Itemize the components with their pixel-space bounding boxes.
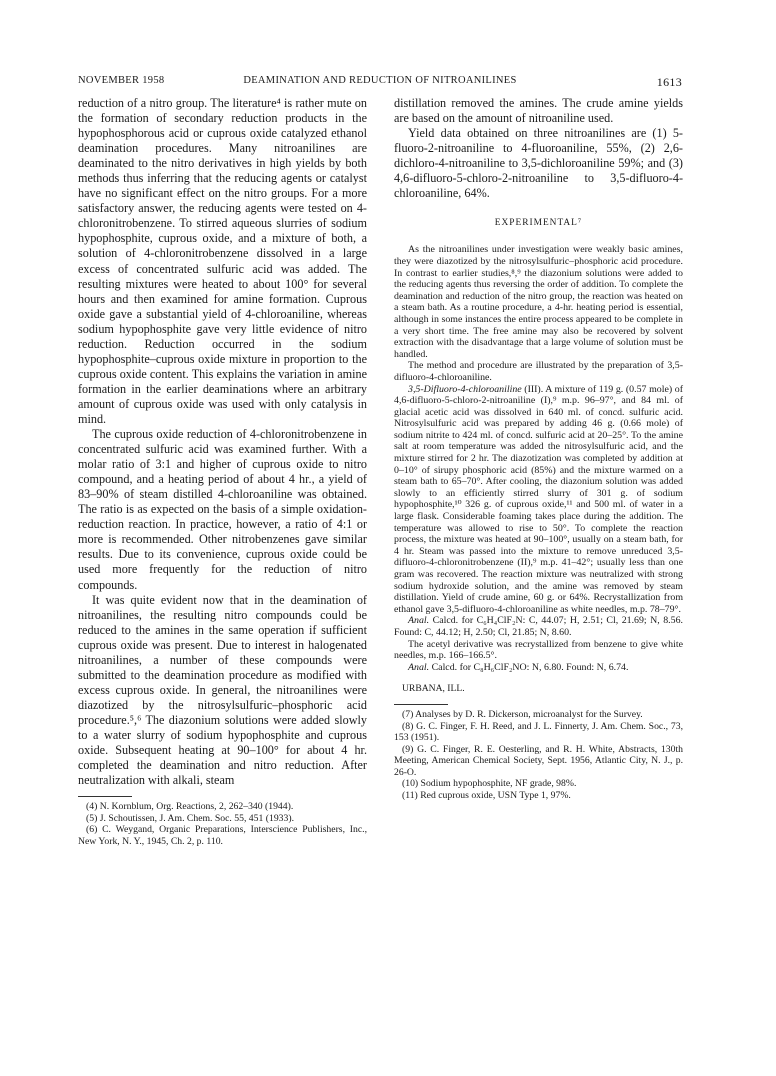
analysis-text: Calcd. for C₆H₄ClF₂N: C, 44.07; H, 2.51; Cl, 21.69; N, 8.56. Found: C, 44.12; H, 2.50; Cl, 21.85; N, 8.60. [394,615,683,638]
procedure-text: (III). A mixture of 119 g. (0.57 mole) of 4,6-difluoro-5-chloro-2-nitroaniline (I),⁹ m.p. 96–97°, and 84 ml. of glacial acetic acid was dissolved in 640 ml. of concd. sulfuric acid. Nitrosylsulfuric acid was prepared by adding 46 g. (0.66 mole) of sodium nitrite to 424 ml. of concd. sulfuric acid at 20–25°. To the amine salt at room temperature was added the nitrosylsulfuric acid, and the mixture stirred for 2 hr. The diazotization was completed by addition at 0–10° of sirupy phosphoric acid (85%) and the mixture warmed on a steam bath to 65–70°. After cooling, the diazonium solution was added slowly to an efficiently stirred slurry of 301 g. of sodium hypophosphite,¹⁰ 326 g. of cuprous oxide,¹¹ and 500 ml. of water in a large flask. Considerable foaming takes place during the addition. The temperature was allowed to rise to 50°. To complete the reaction process, the mixture was heated at 90–100°, usually on a steam bath, for 4 hr. Steam was passed into the mixture to remove unreduced 3,5-difluoro-4-chloronitrobenzene (II),⁹ m.p. 41–42°; usually less than one gram was recovered. The reaction mixture was neutralized with strong sodium hydroxide solution, and the amine was removed by steam distillation. Yield of crude amine, 60 g. or 64%. Recrystallization from ethanol gave 3,5-difluoro-4-chloroaniline as white needles, m.p. 78–79°. [394,383,683,615]
location-signature: URBANA, ILL. [402,683,465,695]
running-title: DEAMINATION AND REDUCTION OF NITROANILINES [243,75,517,86]
body-paragraph: The cuprous oxide reduction of 4-chloronitrobenzene in concentrated sulfuric acid was examined further. With a molar ratio of 3:1 and higher of cuprous oxide to nitro compound, and a heating period of about 4 hr., a yield of 83–90% of steam distilled 4-chloroaniline was obtained. The ratio is as expected on the basis of a simple oxidation-reduction reaction. In practice, however, a ratio of 4:1 or more is recommended. Other nitrobenzenes gave similar results. Due to its convenience, cuprous oxide could be used more frequently for the reduction of nitro compounds. [78,427,367,592]
left-column [78,96,367,847]
footnote-rule [394,704,448,705]
footnotes-right [394,709,683,801]
analysis-text: Calcd. for C₈H₆ClF₂NO: N, 6.80. Found: N, 6.74. [429,661,629,673]
footnote: (5) J. Schoutissen, J. Am. Chem. Soc. 55, 451 (1933). [86,812,295,824]
footnote: (7) Analyses by D. R. Dickerson, microanalyst for the Survey. [402,709,643,721]
page-number: 1613 [656,75,682,89]
compound-heading: 3,5-Difluoro-4-chloroaniline [408,383,522,395]
footnote-rule [78,796,132,797]
analysis-label: Anal. [408,615,430,627]
experimental-section [394,244,683,673]
footnote: (4) N. Kornblum, Org. Reactions, 2, 262–340 (1944). [86,801,294,813]
running-header [78,75,682,91]
analysis-label: Anal. [408,661,430,673]
body-paragraph: It was quite evident now that in the deamination of nitroanilines, the resulting nitro compounds could be reduced to the amines in the same operation if sufficient cuprous oxide was present. Due to interest in halogenated nitroanilines, a number of these compounds were submitted to the deamination procedure as modified with excess cuprous oxide. In general, the nitroanilines were diazotized by the nitrosylsulfuric–phosphoric acid procedure.⁵,⁶ The diazonium solutions were added slowly to a water slurry of sodium hypophosphite and cuprous oxide. Subsequent heating at 90–100° for about 4 hr. completed the deamination and nitro reduction. After neutralization with alkali, steam [78,592,367,788]
experimental-paragraph: The method and procedure are illustrated by the preparation of 3,5-difluoro-4-chloroaniline. [394,360,683,383]
body-paragraph: distillation removed the amines. The crude amine yields are based on the amount of nitroaniline used. [394,96,683,126]
footnote: (8) G. C. Finger, F. H. Reed, and J. L. Finnerty, J. Am. Chem. Soc., 73, 153 (1951). [394,720,683,744]
section-heading-experimental: EXPERIMENTAL⁷ [494,218,583,229]
issue-date: NOVEMBER 1958 [78,75,165,86]
footnote: (6) C. Weygand, Organic Preparations, Interscience Publishers, Inc., New York, N. Y., 1945, Ch. 2, p. 110. [78,824,367,847]
analysis-paragraph [394,662,683,674]
footnote: (9) G. C. Finger, R. E. Oesterling, and R. H. White, Abstracts, 130th Meeting, American Chemical Society, Sept. 1956, Atlantic City, N. J., p. 26-O. [394,743,683,778]
footnote: (10) Sodium hypophosphite, NF grade, 98%. [402,778,577,790]
body-paragraph: reduction of a nitro group. The literature⁴ is rather mute on the formation of secondary reduction products in the hypophosphorous acid or cuprous oxide catalyzed ethanol deamination procedures. Many nitroanilines are deaminated to the nitro derivatives in high yields by both methods thus inferring that the reducing agents or catalyst have no significant effect on the nitro groups. For a more satisfactory answer, the reducing agents were tested on 4-chloronitrobenzene. To stirred aqueous slurries of sodium hypophosphite, cuprous oxide, and a mixture of both, a solution of 4-chloronitrobenzene dissolved in a large excess of concentrated sulfuric acid was added. The resulting mixtures were heated to about 100° for several hours and then examined for amine formation. Cuprous oxide gave a substantial yield of 4-chloroaniline, whereas sodium hypophosphite gave very little evidence of nitro reduction. Reduction occurred in the sodium hypophosphite–cuprous oxide mixture in proportion to the cuprous oxide content. This explains the variation in amine formation in the earlier deaminations where an arbitrary amount of cuprous oxide was used with only catalysis in mind. [78,96,367,426]
footnotes-left [78,801,367,847]
experimental-paragraph [394,384,683,616]
right-column [394,96,683,801]
experimental-paragraph: As the nitroanilines under investigation were weakly basic amines, they were diazotized by the nitrosylsulfuric–phosphoric acid procedure. In contrast to earlier studies,⁸,⁹ the diazonium solutions were added to the reducing agents thus reversing the order of addition. To complete the deamination and reduction of the nitro group, the reaction was heated on a steam bath. As a routine procedure, a 4-hr. heating period is essential, although in some instances the entire process appeared to be complete in a very short time. The free amine may also be recovered by solvent extraction with the disadvantage that a large volume of solution must be handled. [394,244,683,360]
body-paragraph: Yield data obtained on three nitroanilines are (1) 5-fluoro-2-nitroaniline to 4-fluoroaniline, 55%, (2) 2,6-dichloro-4-nitroaniline to 3,5-dichloroaniline 59%; and (3) 4,6-difluoro-5-chloro-2-nitroaniline to 3,5-difluoro-4-chloroaniline, 64%. [394,126,683,201]
footnote: (11) Red cuprous oxide, USN Type 1, 97%. [402,789,571,801]
experimental-paragraph: The acetyl derivative was recrystallized from benzene to give white needles, m.p. 166–166.5°. [394,638,683,662]
analysis-paragraph [394,615,683,638]
